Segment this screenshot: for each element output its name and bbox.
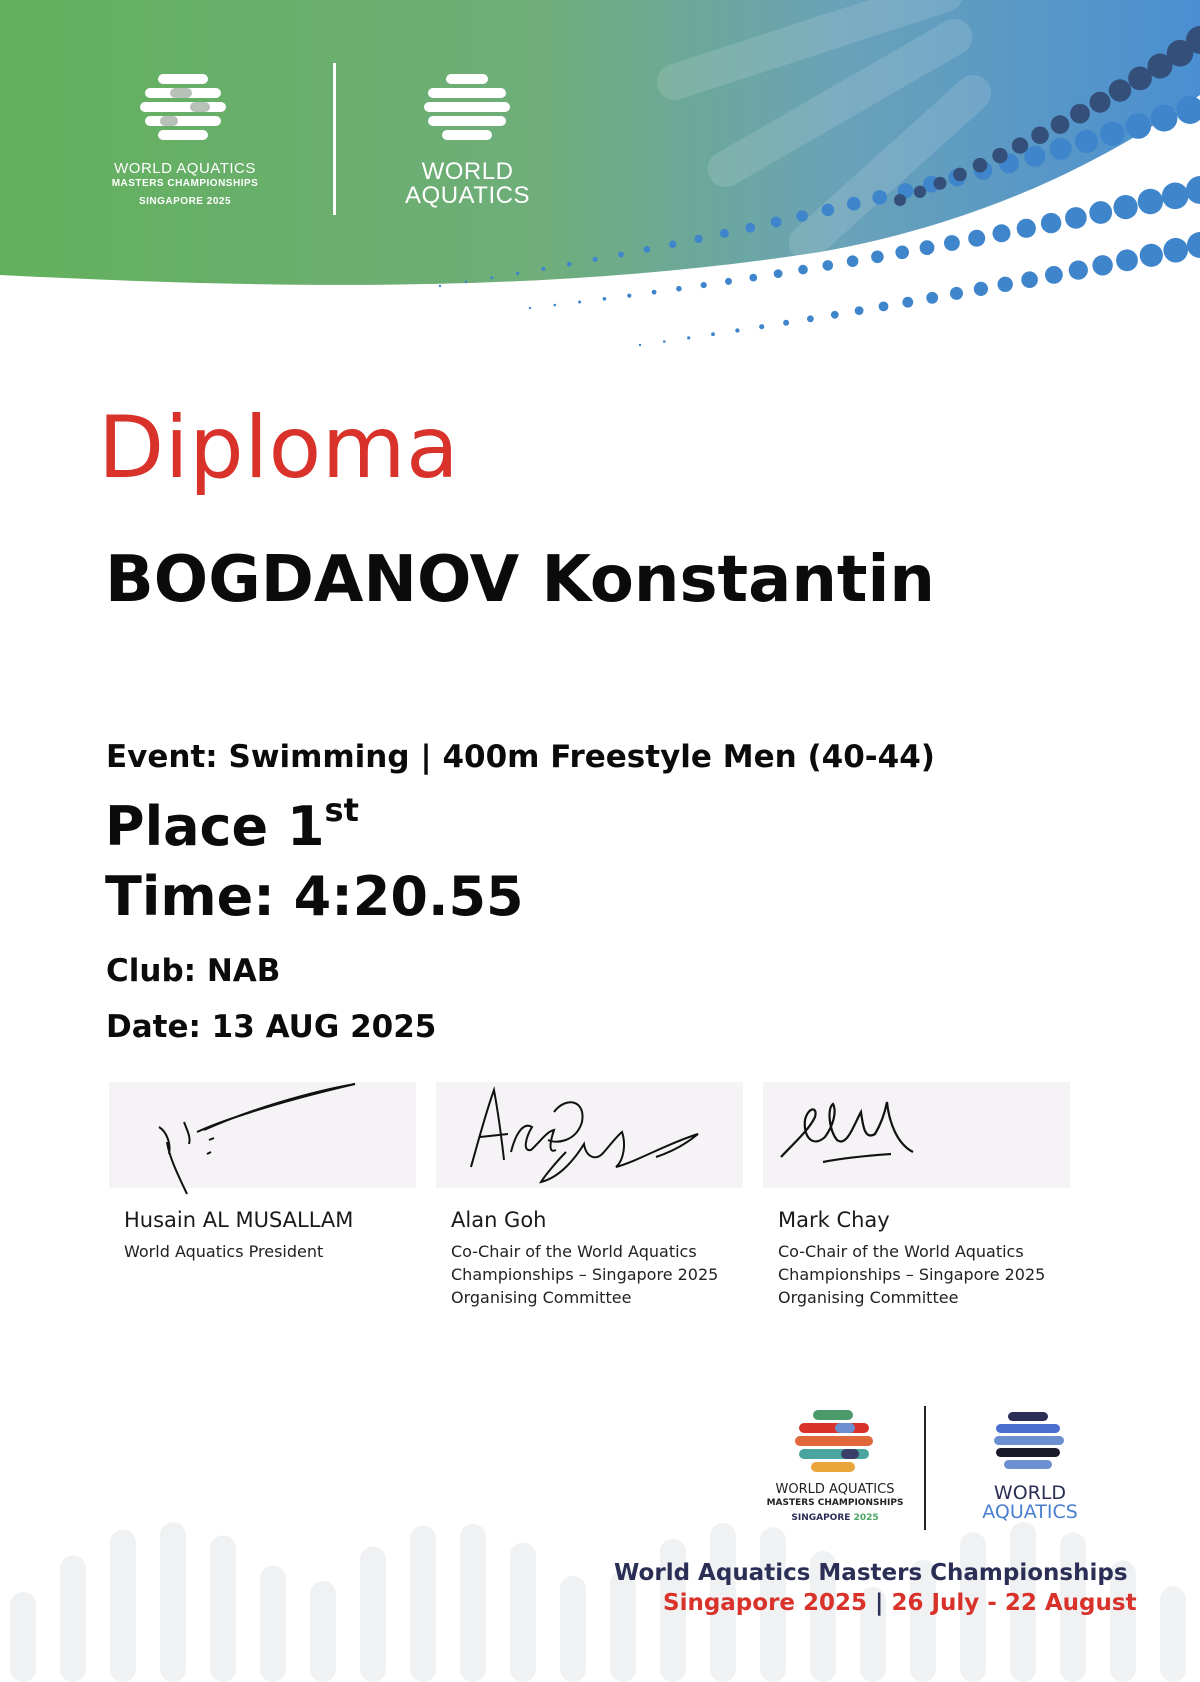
decorative-dot xyxy=(950,287,963,300)
world-aquatics-logo xyxy=(390,72,545,212)
decorative-dot xyxy=(663,340,666,343)
footer-wa-line1: WORLD xyxy=(993,1482,1067,1504)
footer-logos xyxy=(700,1400,1120,1540)
decorative-bar xyxy=(560,1576,586,1682)
footer-championship-title: World Aquatics Masters Championships xyxy=(614,1560,1128,1586)
signatory-role-3-line: Organising Committee xyxy=(778,1288,959,1307)
decorative-dot xyxy=(783,320,789,326)
decorative-dot xyxy=(879,302,889,312)
decorative-dot xyxy=(992,148,1007,163)
decorative-dot xyxy=(490,276,493,279)
signatory-role-2-line: Co-Chair of the World Aquatics xyxy=(451,1242,697,1261)
place-label: Place 1 xyxy=(105,795,325,858)
footer-masters-line3-b: 2025 xyxy=(853,1513,879,1523)
decorative-dot xyxy=(926,292,938,304)
decorative-dot xyxy=(669,241,676,248)
footer-location: Singapore 2025 xyxy=(663,1590,868,1616)
decorative-dot xyxy=(603,297,607,301)
masters-emblem-icon xyxy=(90,70,280,150)
decorative-dot xyxy=(1070,104,1090,124)
decorative-dot xyxy=(953,168,967,182)
masters-championships-logo xyxy=(90,70,280,220)
decorative-dot xyxy=(1021,271,1038,288)
decorative-dot xyxy=(1114,195,1138,219)
signatory-role-2-line: Organising Committee xyxy=(451,1288,632,1307)
decorative-dot xyxy=(687,336,690,339)
footer-masters-line3-a: SINGAPORE xyxy=(791,1513,851,1523)
decorative-dot xyxy=(1069,261,1088,280)
decorative-dot xyxy=(771,217,782,228)
signature-mark-chay xyxy=(763,1082,1070,1188)
decorative-bar xyxy=(310,1581,336,1682)
decorative-dot xyxy=(847,255,859,267)
athlete-name: BOGDANOV Konstantin xyxy=(105,543,935,617)
decorative-dot xyxy=(676,286,682,292)
decorative-bar xyxy=(360,1546,386,1682)
decorative-dot xyxy=(872,190,887,205)
decorative-dot xyxy=(554,304,557,307)
footer-masters-line1: WORLD AQUATICS xyxy=(775,1482,895,1497)
club-name: Club: NAB xyxy=(106,953,281,989)
decorative-dot xyxy=(567,262,572,267)
decorative-dot xyxy=(1187,232,1200,258)
decorative-dot xyxy=(993,224,1011,242)
decorative-dot xyxy=(711,332,715,336)
decorative-dot xyxy=(1138,189,1163,214)
decorative-dot xyxy=(725,278,732,285)
decorative-dot xyxy=(974,282,988,296)
decorative-dot xyxy=(914,186,926,198)
decorative-dot xyxy=(774,269,783,278)
footer-championship-dates xyxy=(663,1590,1137,1616)
decorative-bar xyxy=(510,1543,536,1682)
decorative-dot xyxy=(831,311,839,319)
decorative-dot xyxy=(1041,213,1061,233)
decorative-dot xyxy=(759,324,764,329)
decorative-dot xyxy=(920,240,935,255)
signatory-role-3-line: Championships – Singapore 2025 xyxy=(778,1265,1046,1284)
footer-separator: | xyxy=(867,1590,892,1616)
decorative-dot xyxy=(1140,244,1163,267)
decorative-dot xyxy=(1109,79,1131,101)
decorative-dot xyxy=(1051,115,1070,134)
masters-logo-line2: MASTERS CHAMPIONSHIPS xyxy=(111,178,259,189)
decorative-dot xyxy=(871,250,884,263)
signature-husain xyxy=(109,1082,416,1188)
decorative-dot xyxy=(644,246,651,253)
decorative-dot xyxy=(627,294,631,298)
event-description: Event: Swimming | 400m Freestyle Men (40-44) xyxy=(106,739,935,775)
decorative-dot xyxy=(1126,113,1152,139)
signatory-name-3: Mark Chay xyxy=(778,1208,890,1232)
decorative-dot xyxy=(798,265,808,275)
decorative-dot xyxy=(796,210,808,222)
place-ordinal-suffix: st xyxy=(324,791,359,829)
decorative-dot xyxy=(1050,138,1072,160)
signatory-role-3-line: Co-Chair of the World Aquatics xyxy=(778,1242,1024,1261)
decorative-bar xyxy=(610,1570,636,1682)
footer-masters-line2: MASTERS CHAMPIONSHIPS xyxy=(766,1498,904,1508)
decorative-dot xyxy=(1075,130,1098,153)
event-date: Date: 13 AUG 2025 xyxy=(106,1009,437,1045)
signatory-role-2-line: Championships – Singapore 2025 xyxy=(451,1265,719,1284)
decorative-bar xyxy=(160,1522,186,1682)
decorative-dot xyxy=(1090,92,1111,113)
decorative-dot xyxy=(1163,238,1188,263)
wa-logo-line2: AQUATICS xyxy=(405,182,530,209)
decorative-dot xyxy=(529,307,531,309)
decorative-bar xyxy=(60,1555,86,1682)
decorative-bar xyxy=(410,1525,436,1682)
signature-alan-goh xyxy=(436,1082,743,1188)
decorative-dot xyxy=(847,197,861,211)
footer-wa-line2: AQUATICS xyxy=(982,1501,1078,1523)
diploma-title: Diploma xyxy=(98,398,460,498)
decorative-dot xyxy=(1045,266,1063,284)
decorative-dot xyxy=(944,235,960,251)
header-logo-divider xyxy=(333,63,336,215)
decorative-dot xyxy=(855,306,864,315)
decorative-dot xyxy=(745,223,755,233)
decorative-dot xyxy=(541,267,545,271)
decorative-dot xyxy=(516,272,519,275)
time-result: Time: 4:20.55 xyxy=(105,865,524,928)
decorative-bar xyxy=(260,1565,286,1682)
decorative-dot xyxy=(465,281,468,284)
world-aquatics-emblem-icon xyxy=(390,72,545,147)
footer-masters-line3 xyxy=(720,1513,950,1523)
signatory-role-1 xyxy=(124,1240,414,1263)
decorative-dot xyxy=(1012,137,1028,153)
signatory-name-2: Alan Goh xyxy=(451,1208,547,1232)
footer-world-aquatics-emblem-icon xyxy=(970,1410,1090,1480)
decorative-dot xyxy=(1151,105,1178,132)
decorative-dot xyxy=(593,257,598,262)
decorative-dot xyxy=(618,252,624,258)
decorative-dot xyxy=(639,344,641,346)
decorative-bar xyxy=(460,1524,486,1682)
decorative-dot xyxy=(1162,183,1189,210)
decorative-dot xyxy=(701,282,707,288)
decorative-bar xyxy=(210,1535,236,1682)
decorative-dot xyxy=(578,301,581,304)
signatory-role-3 xyxy=(778,1240,1068,1309)
place-result xyxy=(105,791,359,858)
signatory-name-1: Husain AL MUSALLAM xyxy=(124,1208,354,1232)
decorative-dot xyxy=(1116,249,1138,271)
decorative-bar xyxy=(10,1592,36,1682)
decorative-dot xyxy=(720,229,729,238)
footer-logo-divider xyxy=(924,1406,926,1530)
decorative-dot xyxy=(973,158,988,173)
decorative-dot xyxy=(1065,207,1087,229)
decorative-dot xyxy=(895,246,909,260)
decorative-dot xyxy=(1100,122,1124,146)
decorative-bar xyxy=(1160,1586,1186,1682)
decorative-dot xyxy=(749,274,757,282)
decorative-dot xyxy=(822,204,835,217)
decorative-dot xyxy=(968,230,985,247)
signatory-role-2 xyxy=(451,1240,741,1309)
decorative-dot xyxy=(998,277,1013,292)
decorative-dot xyxy=(934,177,947,190)
decorative-dot xyxy=(1017,219,1036,238)
decorative-bar xyxy=(110,1530,136,1682)
signatory-role-1-line: World Aquatics President xyxy=(124,1242,324,1261)
footer-masters-emblem-icon xyxy=(755,1408,915,1483)
decorative-dot xyxy=(652,290,657,295)
decorative-dot xyxy=(1089,201,1112,224)
masters-logo-line1: WORLD AQUATICS xyxy=(114,160,256,177)
decorative-dot xyxy=(439,285,441,287)
decorative-dot xyxy=(735,328,739,332)
decorative-dot xyxy=(902,297,913,308)
decorative-dot xyxy=(1031,127,1049,145)
decorative-dot xyxy=(823,260,834,271)
decorative-dot xyxy=(807,315,814,322)
decorative-dot xyxy=(695,235,703,243)
wa-logo-line1: WORLD xyxy=(421,158,514,185)
footer-date-range: 26 July - 22 August xyxy=(891,1590,1137,1616)
masters-logo-line3: SINGAPORE 2025 xyxy=(138,196,232,207)
decorative-dot xyxy=(1186,176,1200,204)
decorative-dot xyxy=(894,194,906,206)
decorative-dot xyxy=(1092,255,1112,275)
